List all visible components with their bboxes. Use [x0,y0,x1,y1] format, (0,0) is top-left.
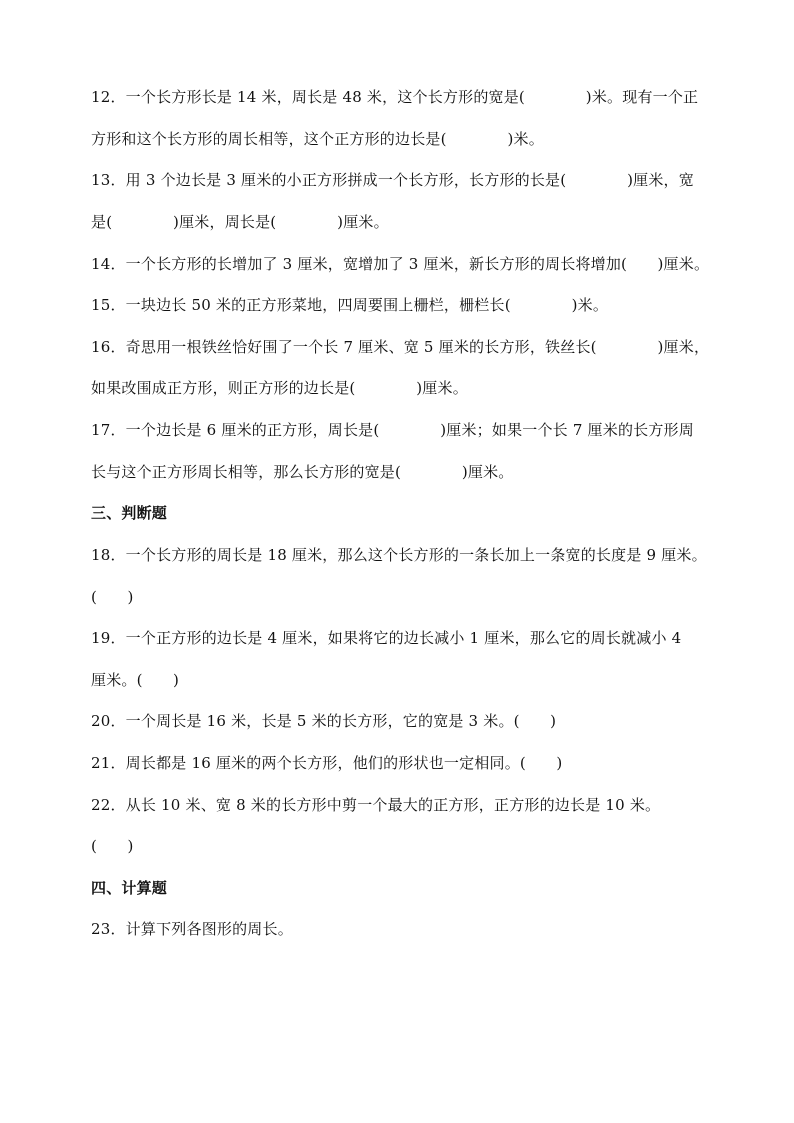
question-17-line-2: 长与这个正方形周长相等，那么长方形的宽是( )厘米。 [91,463,514,481]
question-15: 15．一块边长 50 米的正方形菜地，四周要围上栅栏，栅栏长( )米。 [91,296,609,314]
question-22-line-1: 22．从长 10 米、宽 8 米的长方形中剪一个最大的正方形，正方形的边长是 10 米。 [91,796,661,814]
question-16-line-1: 16．奇思用一根铁丝恰好围了一个长 7 厘米、宽 5 厘米的长方形，铁丝长( )厘米， [91,338,710,356]
question-22-answer-bracket: ( ) [91,837,134,855]
question-23: 23．计算下列各图形的周长。 [91,920,293,938]
question-18-line-1: 18．一个长方形的周长是 18 厘米，那么这个长方形的一条长加上一条宽的长度是 9 厘米。 [91,546,707,564]
question-21: 21．周长都是 16 厘米的两个长方形，他们的形状也一定相同。( ) [91,754,563,772]
question-12-line-1: 12．一个长方形长是 14 米，周长是 48 米，这个长方形的宽是( )米。现有一个正 [91,88,699,106]
question-19-line-1: 19．一个正方形的边长是 4 厘米，如果将它的边长减小 1 厘米，那么它的周长就减小 4 [91,629,682,647]
question-13-line-2: 是( )厘米，周长是( )厘米。 [91,213,389,231]
question-13-line-1: 13．用 3 个边长是 3 厘米的小正方形拼成一个长方形，长方形的长是( )厘米，宽 [91,171,694,189]
section-heading-calculation: 四、计算题 [91,879,168,897]
question-19-line-2: 厘米。( ) [91,671,180,689]
section-heading-judgement: 三、判断题 [91,504,168,522]
question-17-line-1: 17．一个边长是 6 厘米的正方形，周长是( )厘米；如果一个长 7 厘米的长方形周 [91,421,694,439]
question-12-line-2: 方形和这个长方形的周长相等，这个正方形的边长是( )米。 [91,130,544,148]
question-16-line-2: 如果改围成正方形，则正方形的边长是( )厘米。 [91,379,468,397]
question-20: 20．一个周长是 16 米，长是 5 米的长方形，它的宽是 3 米。( ) [91,712,557,730]
question-18-answer-bracket: ( ) [91,588,134,606]
question-14: 14．一个长方形的长增加了 3 厘米，宽增加了 3 厘米，新长方形的周长将增加( )厘米。 [91,255,710,273]
